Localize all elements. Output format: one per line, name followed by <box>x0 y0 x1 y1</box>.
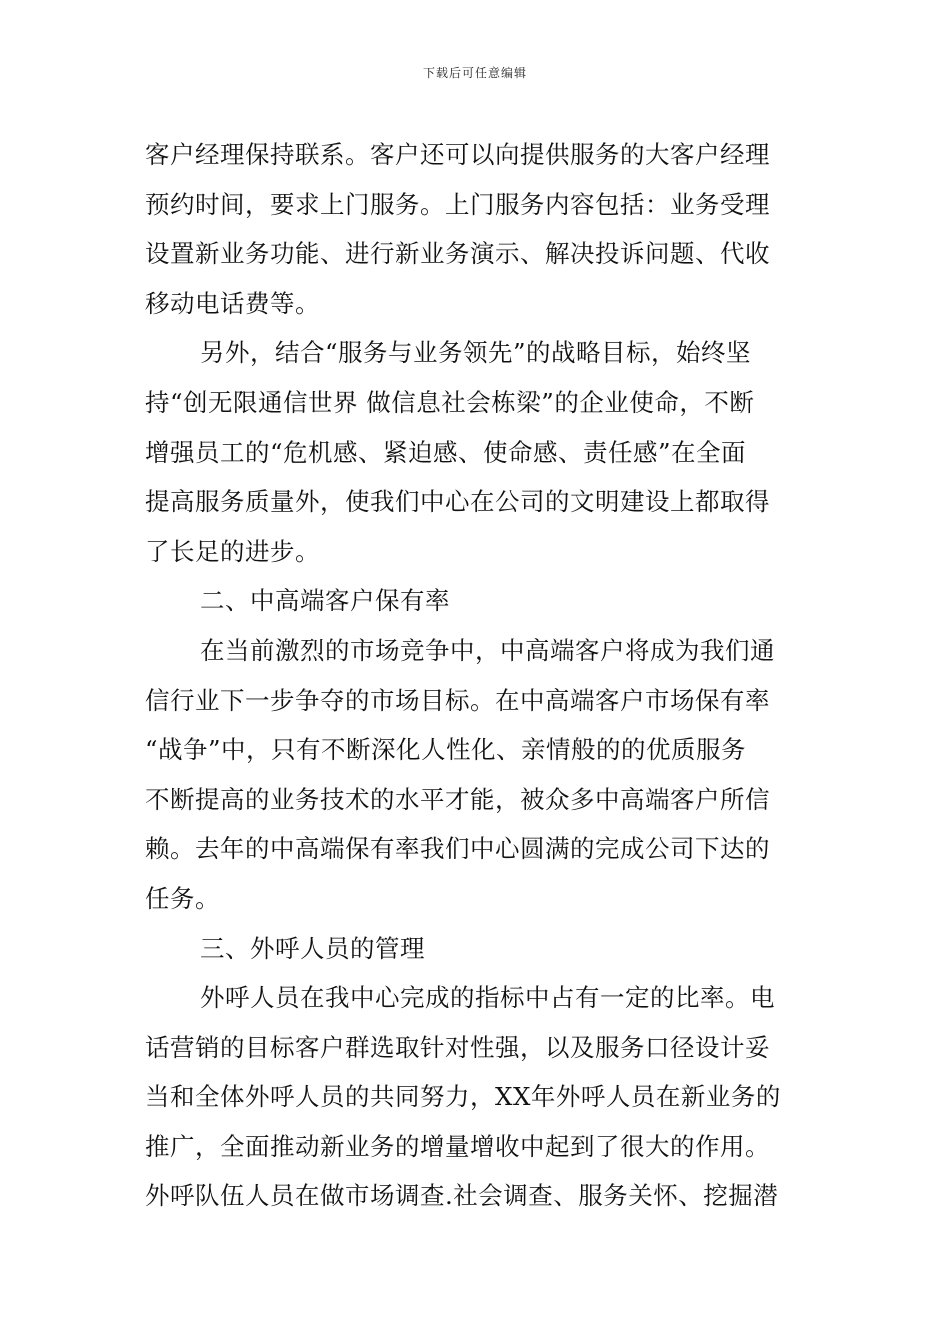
text-line: 当和全体外呼人员的共同努力，XX年外呼人员在新业务的 <box>145 1082 781 1112</box>
text-line: 推广，全面推动新业务的增量增收中起到了很大的作用。 <box>145 1131 770 1161</box>
text-line: 三、外呼人员的管理 <box>200 933 425 963</box>
text-line: 话营销的目标客户群选取针对性强，以及服务口径设计妥 <box>145 1032 770 1062</box>
text-line: 外呼人员在我中心完成的指标中占有一定的比率。电 <box>200 983 775 1013</box>
text-line: 任务。 <box>145 883 220 913</box>
text-line: “战争”中，只有不断深化人性化、亲情般的的优质服务 <box>145 735 747 765</box>
text-line: 不断提高的业务技术的水平才能，被众多中高端客户所信 <box>145 784 770 814</box>
page-header: 下载后可任意编辑 <box>422 66 527 80</box>
text-line: 外呼队伍人员在做市场调查.社会调查、服务关怀、挖掘潜 <box>145 1181 779 1211</box>
text-line: 赖。去年的中高端保有率我们中心圆满的完成公司下达的 <box>145 834 770 864</box>
document-body <box>145 130 809 1221</box>
text-line: 提高服务质量外，使我们中心在公司的文明建设上都取得 <box>145 487 770 517</box>
text-line: 二、中高端客户保有率 <box>200 586 450 616</box>
text-line: 预约时间，要求上门服务。上门服务内容包括：业务受理 <box>145 189 770 219</box>
text-line: 移动电话费等。 <box>145 288 320 318</box>
text-line: 另外，结合“服务与业务领先”的战略目标，始终坚 <box>200 338 752 368</box>
text-line: 了长足的进步。 <box>145 536 320 566</box>
text-line: 在当前激烈的市场竞争中，中高端客户将成为我们通 <box>200 635 775 665</box>
text-line: 客户经理保持联系。客户还可以向提供服务的大客户经理 <box>145 140 770 169</box>
text-line: 信行业下一步争夺的市场目标。在中高端客户市场保有率 <box>145 685 770 715</box>
text-line: 持“创无限通信世界 做信息社会栋梁”的企业使命，不断 <box>145 387 755 417</box>
text-line: 设置新业务功能、进行新业务演示、解决投诉问题、代收 <box>145 239 770 269</box>
text-line: 增强员工的“危机感、紧迫感、使命感、责任感”在全面 <box>145 437 747 467</box>
